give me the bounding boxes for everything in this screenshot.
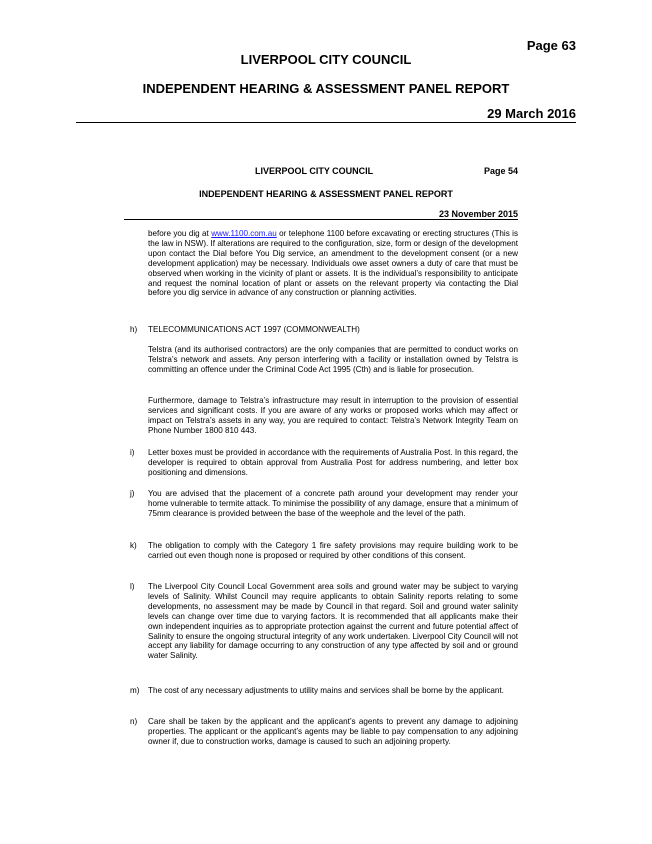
item-label: m)	[130, 686, 140, 695]
list-item-j	[130, 489, 518, 529]
report-title: INDEPENDENT HEARING & ASSESSMENT PANEL REPORT	[142, 81, 510, 96]
list-item-n	[130, 717, 518, 757]
dial-before-you-dig-link[interactable]: www.1100.com.au	[211, 229, 277, 238]
item-text: Care shall be taken by the applicant and the applicant’s agents to prevent any damage to adjoining properties. The applicant or the applicant’s agents may be liable to pay compensation to any adjoining owner if, due to construction works, damage is caused to such an adjoining property.	[148, 717, 518, 746]
item-label: n)	[130, 717, 138, 726]
list-item-k	[130, 541, 518, 571]
page-number: Page 63	[526, 38, 576, 53]
item-text: You are advised that the placement of a concrete path around your development may render your home vulnerable to termite attack. To minimise the possibility of any damage, ensure that a minimum of 75mm clearance is provided between the base of the weephole and the level of the path.	[148, 489, 518, 518]
list-item-m	[130, 686, 518, 706]
list-item-h-para-2	[130, 396, 518, 436]
intro-rest: or telephone 1100 before excavating or erecting structures (This is the law in NSW). If alterations are required to the configuration, size, form or design of the development upon contact the Dial before You Dig service, an amendment to the development consent (or a new development application) may be necessary. Individuals owe asset owners a duty of care that must be observed when working in the vicinity of plant or assets. It is the individual’s responsibility to anticipate and request the nominal location of plant or assets on the relevant property via contacting the Dial before you dig service in advance of any construction or planning activities.	[148, 229, 518, 298]
inner-page-number: Page 54	[483, 166, 518, 176]
item-text: Furthermore, damage to Telstra’s infrastructure may result in interruption to the provision of essential services and significant costs. If you are aware of any works or proposed works which may affect or impact on Telstra’s assets in any way, you are required to contact: Telstra’s Network Integrity Team on Phone Number 1800 810 443.	[148, 396, 518, 435]
list-item-i	[130, 448, 518, 478]
item-text: TELECOMMUNICATIONS ACT 1997 (COMMONWEALTH)	[148, 325, 360, 334]
item-label: j)	[130, 489, 135, 498]
list-item-l	[130, 582, 518, 672]
item-text: Letter boxes must be provided in accordance with the requirements of Australia Post. In this regard, the developer is required to obtain approval from Australia Post for address numbering, and letter box positioning and dimensions.	[148, 448, 518, 477]
item-label: k)	[130, 541, 137, 550]
inner-report-title: INDEPENDENT HEARING & ASSESSMENT PANEL REPORT	[199, 189, 453, 199]
item-text: The obligation to comply with the Category 1 fire safety provisions may require building work to be carried out even though none is proposed or required by other conditions of this consent.	[148, 541, 518, 560]
intro-paragraph	[148, 229, 518, 298]
inner-header-divider	[124, 219, 518, 220]
intro-prefix: before you dig at	[148, 229, 212, 238]
report-date: 29 March 2016	[487, 106, 576, 121]
list-item-h	[130, 325, 518, 335]
header-divider	[76, 122, 576, 123]
inner-report-date: 23 November 2015	[438, 209, 518, 219]
item-text: The Liverpool City Council Local Government area soils and ground water may be subject to varying levels of Salinity. Whilst Council may require applicants to obtain Salinity reports relating to some developments, no assessment may be made by Council in that regard. Soil and ground water salinity levels can change over time due to varying factors. It is recommended that all applicants make their own independent inquiries as to appropriate protection against the current and future potential affect of Salinity to ensure the ongoing structural integrity of any work undertaken. Liverpool City Council will not accept any liability for damage occurring to any construction of any type affected by soil and or ground water Salinity.	[148, 582, 518, 661]
item-label: l)	[130, 582, 135, 591]
list-item-h-para-1	[130, 345, 518, 385]
council-title: LIVERPOOL CITY COUNCIL	[240, 52, 412, 67]
inner-council-title: LIVERPOOL CITY COUNCIL	[255, 166, 374, 176]
item-text: Telstra (and its authorised contractors) are the only companies that are permitted to conduct works on Telstra’s network and assets. Any person interfering with a facility or installation owned by Telstra is committing an offence under the Criminal Code Act 1995 (Cth) and is liable for prosecution.	[148, 345, 518, 374]
item-label: h)	[130, 325, 138, 334]
item-label: i)	[130, 448, 135, 457]
item-text: The cost of any necessary adjustments to utility mains and services shall be borne by the applicant.	[148, 686, 504, 695]
